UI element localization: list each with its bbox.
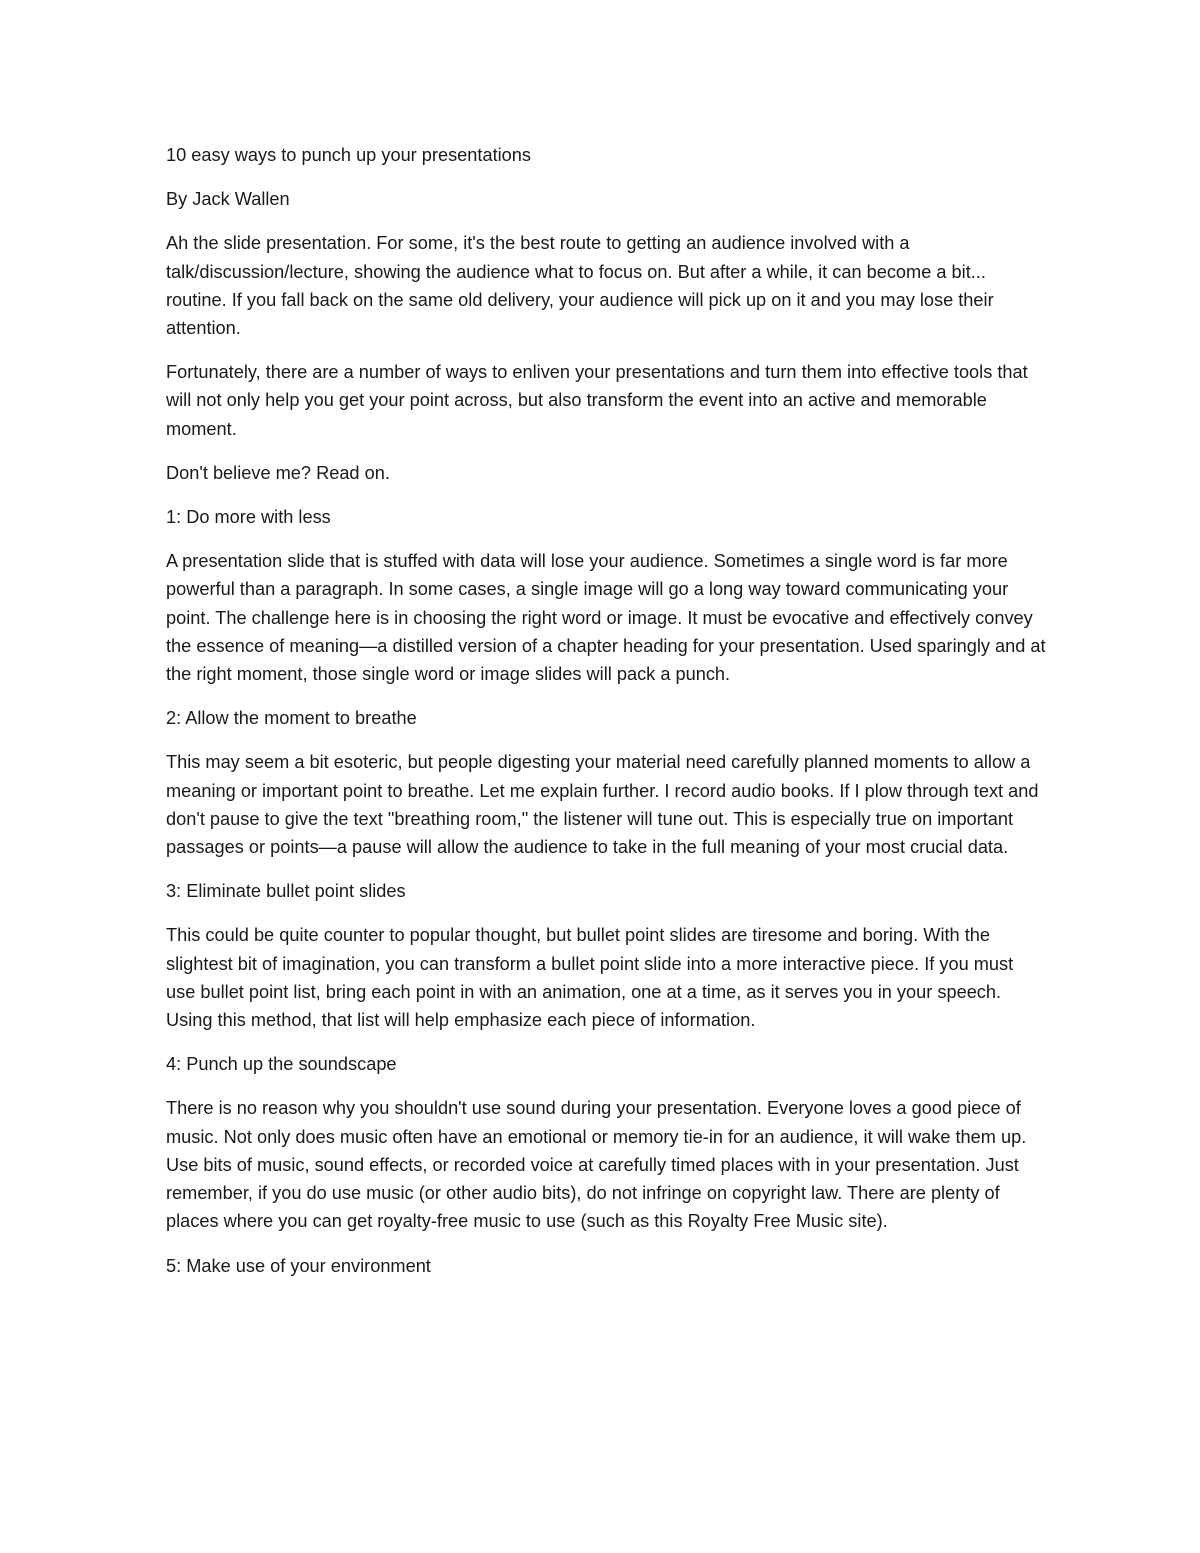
section-heading: 1: Do more with less — [166, 507, 331, 528]
document-title: 10 easy ways to punch up your presentations — [166, 145, 531, 165]
intro-paragraph: Fortunately, there are a number of ways to enliven your presentations and turn them into effective tools that will not only help you get your point across, but also transform the event into an active and memorable moment. — [166, 362, 1028, 439]
intro-paragraph: Don't believe me? Read on. — [166, 462, 390, 483]
section-heading: 5: Make use of your environment — [166, 1255, 431, 1276]
section-heading: 2: Allow the moment to breathe — [166, 708, 417, 729]
document-body — [166, 141, 1046, 1296]
section-heading: 3: Eliminate bullet point slides — [166, 881, 406, 902]
intro-paragraph: Ah the slide presentation. For some, it's the best route to getting an audience involved with a talk/discussion/lecture, showing the audience what to focus on. But after a while, it can become a bit... routine. If you fall back on the same old delivery, your audience will pick up on it and you may lose their attention. — [166, 233, 994, 339]
section-body: There is no reason why you shouldn't use sound during your presentation. Everyone loves a good piece of music. Not only does music often have an emotional or memory tie-in for an audience, it will wake them up. Use bits of music, sound effects, or recorded voice at carefully timed places with in your presentation. Just remember, if you do use music (or other audio bits), do not infringe on copyright law. There are plenty of places where you can get royalty-free music to use (such as this Royalty Free Music site). — [166, 1098, 1027, 1232]
section-body: A presentation slide that is stuffed with data will lose your audience. Sometimes a single word is far more powerful than a paragraph. In some cases, a single image will go a long way toward communicating your point. The challenge here is in choosing the right word or image. It must be evocative and effectively convey the essence of meaning—a distilled version of a chapter heading for your presentation. Used sparingly and at the right moment, those single word or image slides will pack a punch. — [166, 551, 1046, 685]
section-body: This could be quite counter to popular thought, but bullet point slides are tiresome and boring. With the slightest bit of imagination, you can transform a bullet point slide into a more interactive piece. If you must use bullet point list, bring each point in with an animation, one at a time, as it serves you in your speech. Using this method, that list will help emphasize each piece of information. — [166, 925, 1014, 1031]
document-byline: By Jack Wallen — [166, 189, 290, 210]
section-body: This may seem a bit esoteric, but people digesting your material need carefully planned moments to allow a meaning or important point to breathe. Let me explain further. I record audio books. If I plow through text and don't pause to give the text "breathing room," the listener will tune out. This is especially true on important passages or points—a pause will allow the audience to take in the full meaning of your most crucial data. — [166, 752, 1039, 858]
section-heading: 4: Punch up the soundscape — [166, 1054, 397, 1075]
